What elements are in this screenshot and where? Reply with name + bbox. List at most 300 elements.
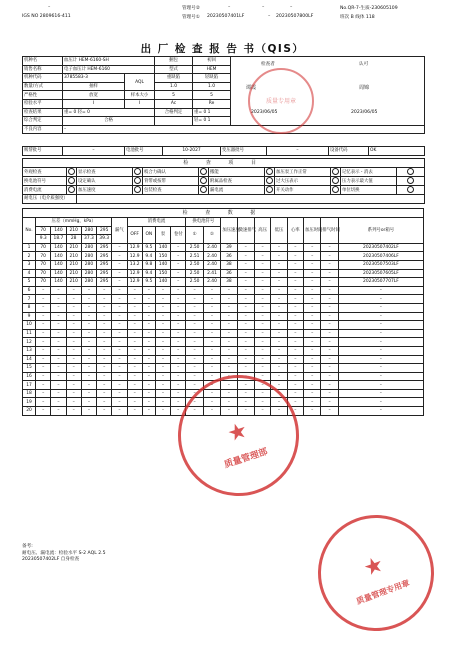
- empty-cell: –: [127, 364, 142, 373]
- head-current-sub: 卷付: [171, 226, 186, 243]
- empty-cell: –: [155, 381, 170, 390]
- head-low: 低压: [271, 218, 287, 244]
- empty-cell: –: [155, 295, 170, 304]
- circle-icon: [407, 177, 414, 184]
- empty-cell: –: [186, 355, 203, 364]
- check-item-circle: [331, 186, 341, 195]
- stamp-dept-text: 质量管理部: [223, 447, 270, 471]
- empty-cell: –: [271, 407, 287, 416]
- empty-cell: –: [186, 329, 203, 338]
- empty-cell: –: [142, 329, 155, 338]
- label-sample-size: 样本大小: [125, 91, 155, 100]
- label-level: 检验水平: [23, 99, 63, 108]
- empty-cell: –: [171, 346, 186, 355]
- empty-cell: –: [303, 312, 320, 321]
- check-item-circle: [199, 168, 209, 177]
- label-lot: 贩帮批号: [23, 147, 63, 156]
- empty-cell: –: [271, 381, 287, 390]
- empty-cell: –: [287, 312, 303, 321]
- label-pack: 捆包: [155, 57, 193, 66]
- value-judgement-minor: 轻= 0 1: [193, 117, 231, 126]
- empty-cell: –: [287, 372, 303, 381]
- data-cell: –: [254, 243, 270, 252]
- data-cell: 36: [221, 269, 237, 278]
- check-item-circle: [67, 186, 77, 195]
- empty-cell: –: [66, 398, 81, 407]
- head-current: 消费电流: [127, 218, 186, 227]
- data-cell: –: [171, 260, 186, 269]
- check-item-label: 设定确认: [77, 177, 133, 186]
- data-cell: –: [321, 243, 338, 252]
- table-row: [23, 278, 424, 287]
- data-cell: 2.40: [203, 278, 220, 287]
- data-cell: 140: [51, 243, 66, 252]
- label-re: Re: [193, 99, 231, 108]
- empty-cell: –: [254, 389, 270, 398]
- table-cell: [77, 195, 425, 204]
- empty-cell: –: [36, 338, 51, 347]
- empty-cell: –: [81, 364, 96, 373]
- empty-cell: –: [271, 295, 287, 304]
- head-pressure-value: 70: [36, 226, 51, 235]
- data-cell: 295: [97, 243, 112, 252]
- empty-cell: –: [303, 355, 320, 364]
- empty-cell: –: [171, 389, 186, 398]
- data-cell: 2.40: [203, 252, 220, 261]
- empty-cell: –: [303, 329, 320, 338]
- head-exhaust-time: 排气时间: [321, 218, 338, 244]
- label-overall: 综合判定: [23, 117, 63, 126]
- empty-cell: –: [51, 321, 66, 330]
- approver-label: 认可: [359, 62, 369, 67]
- value-battery-lot: 10-2027: [163, 147, 221, 156]
- data-cell: –: [171, 252, 186, 261]
- data-cell: –: [112, 252, 127, 261]
- empty-cell: –: [142, 398, 155, 407]
- empty-cell: –: [155, 364, 170, 373]
- empty-cell: –: [171, 364, 186, 373]
- data-cell: –: [254, 260, 270, 269]
- row-number: 15: [23, 364, 36, 373]
- info-table: [22, 56, 425, 134]
- empty-cell: –: [66, 364, 81, 373]
- data-cell: –: [321, 278, 338, 287]
- empty-cell: –: [155, 346, 170, 355]
- data-cell: 9.8: [142, 260, 155, 269]
- data-cell: 140: [155, 243, 170, 252]
- empty-cell: –: [287, 398, 303, 407]
- empty-cell: –: [271, 389, 287, 398]
- empty-cell: –: [321, 295, 338, 304]
- empty-cell: –: [221, 303, 237, 312]
- head-pressure-value: 140: [51, 226, 66, 235]
- empty-cell: –: [338, 329, 423, 338]
- data-cell: 70: [36, 260, 51, 269]
- empty-cell: –: [66, 312, 81, 321]
- empty-cell: –: [287, 389, 303, 398]
- empty-cell: –: [51, 364, 66, 373]
- circle-icon: [134, 177, 141, 184]
- data-cell: 140: [51, 260, 66, 269]
- data-cell: 20230507605LF: [338, 269, 423, 278]
- check-item-circle: [133, 168, 143, 177]
- stamp-star-icon: ★: [224, 417, 251, 448]
- empty-cell: –: [51, 329, 66, 338]
- empty-cell: –: [97, 407, 112, 416]
- empty-cell: –: [112, 364, 127, 373]
- label-code: 机种代码: [23, 74, 63, 83]
- data-cell: –: [271, 252, 287, 261]
- empty-cell: –: [81, 295, 96, 304]
- data-cell: 70: [36, 278, 51, 287]
- data-cell: 140: [155, 260, 170, 269]
- head-battery: 换电池符号: [186, 218, 221, 227]
- empty-cell: –: [321, 381, 338, 390]
- data-cell: 39: [221, 243, 237, 252]
- empty-cell: –: [97, 329, 112, 338]
- circle-icon: [407, 168, 414, 175]
- check-item-label: 过大压表示: [275, 177, 331, 186]
- row-number: 3: [23, 260, 36, 269]
- value-defect: –: [63, 125, 425, 134]
- empty-cell: –: [338, 312, 423, 321]
- data-cell: 280: [81, 260, 96, 269]
- empty-cell: –: [112, 338, 127, 347]
- empty-cell: –: [36, 303, 51, 312]
- check-item-circle: [133, 186, 143, 195]
- check-item-label: 附属品检查: [209, 177, 265, 186]
- stamp-special-text: 质量管理专用章: [355, 578, 411, 607]
- empty-cell: –: [271, 312, 287, 321]
- empty-cell: –: [271, 329, 287, 338]
- empty-cell: –: [142, 303, 155, 312]
- doc-number: No.QR-7-生质-230605109: [340, 6, 398, 11]
- empty-cell: –: [203, 295, 220, 304]
- table-cell: [23, 159, 425, 168]
- row-number: 13: [23, 346, 36, 355]
- row-number: 6: [23, 286, 36, 295]
- empty-cell: –: [254, 372, 270, 381]
- table-cell: [23, 195, 425, 204]
- circle-icon: [266, 177, 273, 184]
- empty-cell: –: [186, 381, 203, 390]
- value-overall: 合格: [63, 117, 155, 126]
- empty-cell: –: [155, 398, 170, 407]
- approver-name: 周锦: [359, 85, 370, 91]
- circle-icon: [266, 186, 273, 193]
- data-cell: 140: [51, 278, 66, 287]
- value-code: 3785583-3: [63, 74, 125, 83]
- table-cell: [23, 125, 425, 134]
- label-sales-name: 销售名称: [23, 65, 63, 74]
- page-title: 出 厂 检 查 报 告 书（QIS）: [140, 43, 305, 55]
- empty-cell: –: [203, 364, 220, 373]
- empty-cell: –: [203, 398, 220, 407]
- empty-cell: –: [221, 407, 237, 416]
- empty-cell: –: [112, 372, 127, 381]
- empty-cell: –: [142, 346, 155, 355]
- empty-cell: –: [97, 398, 112, 407]
- empty-cell: –: [254, 295, 270, 304]
- empty-cell: –: [36, 355, 51, 364]
- batch-table: [22, 146, 425, 156]
- data-cell: 38: [221, 278, 237, 287]
- empty-cell: –: [221, 346, 237, 355]
- check-item-circle: [331, 177, 341, 186]
- data-cell: 2.50: [186, 243, 203, 252]
- empty-cell: –: [303, 372, 320, 381]
- aql-label: AQL: [125, 74, 155, 91]
- empty-cell: –: [271, 338, 287, 347]
- empty-cell: –: [127, 407, 142, 416]
- empty-cell: –: [303, 338, 320, 347]
- empty-cell: –: [112, 312, 127, 321]
- data-cell: 210: [66, 252, 81, 261]
- check-item-label: 搬能: [209, 168, 265, 177]
- head-pressure-kpa: 9.3: [36, 235, 51, 244]
- empty-cell: –: [338, 303, 423, 312]
- data-cell: 280: [81, 243, 96, 252]
- empty-cell: –: [155, 321, 170, 330]
- empty-cell: –: [287, 321, 303, 330]
- row-number: 19: [23, 398, 36, 407]
- empty-cell: –: [142, 286, 155, 295]
- empty-cell: –: [66, 407, 81, 416]
- head-current-sub: 泵: [155, 226, 170, 243]
- table-row: [23, 303, 424, 312]
- empty-cell: –: [221, 389, 237, 398]
- data-cell: 9.4: [142, 269, 155, 278]
- data-cell: 150: [155, 252, 170, 261]
- empty-cell: –: [36, 381, 51, 390]
- empty-cell: –: [127, 389, 142, 398]
- empty-cell: –: [51, 407, 66, 416]
- empty-cell: –: [203, 355, 220, 364]
- data-cell: –: [271, 260, 287, 269]
- circle-icon: [134, 168, 141, 175]
- empty-cell: –: [36, 372, 51, 381]
- check-item-label: 外观检查: [23, 168, 67, 177]
- data-cell: 70: [36, 269, 51, 278]
- empty-cell: –: [171, 312, 186, 321]
- check-item-label: 加压速度: [77, 186, 133, 195]
- empty-cell: –: [142, 389, 155, 398]
- data-cell: –: [237, 269, 254, 278]
- empty-cell: –: [221, 355, 237, 364]
- empty-cell: –: [338, 295, 423, 304]
- empty-cell: –: [186, 346, 203, 355]
- empty-cell: –: [221, 286, 237, 295]
- empty-cell: –: [271, 303, 287, 312]
- head-slow-exhaust: 微速排气: [237, 218, 254, 244]
- table-cell: [23, 186, 425, 195]
- head-pressure: 压差（mmHg，kPa）: [36, 218, 112, 227]
- empty-cell: –: [97, 338, 112, 347]
- check-item-circle: [67, 177, 77, 186]
- empty-cell: –: [321, 389, 338, 398]
- empty-cell: –: [81, 338, 96, 347]
- data-cell: –: [237, 278, 254, 287]
- data-cell: 210: [66, 243, 81, 252]
- empty-cell: –: [127, 338, 142, 347]
- empty-cell: –: [338, 364, 423, 373]
- empty-cell: –: [303, 389, 320, 398]
- empty-cell: –: [186, 364, 203, 373]
- check-item-circle: [199, 186, 209, 195]
- items-section-title: 检 查 项 目: [23, 159, 425, 168]
- empty-cell: –: [127, 295, 142, 304]
- empty-cell: –: [186, 295, 203, 304]
- empty-cell: –: [171, 372, 186, 381]
- empty-cell: –: [142, 321, 155, 330]
- empty-cell: –: [338, 398, 423, 407]
- empty-cell: –: [237, 407, 254, 416]
- empty-cell: –: [221, 312, 237, 321]
- empty-cell: –: [254, 321, 270, 330]
- row-number: 18: [23, 389, 36, 398]
- data-cell: 280: [81, 252, 96, 261]
- empty-cell: –: [112, 381, 127, 390]
- empty-cell: –: [303, 398, 320, 407]
- check-item-label: 背带或按带: [143, 177, 199, 186]
- table-row: [23, 355, 424, 364]
- data-cell: –: [171, 243, 186, 252]
- empty-cell: –: [203, 321, 220, 330]
- empty-cell: –: [303, 381, 320, 390]
- empty-cell: –: [338, 381, 423, 390]
- check-item-label: 压力表示最大值: [341, 177, 397, 186]
- empty-cell: –: [155, 355, 170, 364]
- data-cell: 280: [81, 278, 96, 287]
- label-minor: 轻缺陷: [193, 74, 231, 83]
- empty-cell: –: [287, 346, 303, 355]
- empty-cell: –: [338, 389, 423, 398]
- empty-cell: –: [203, 338, 220, 347]
- empty-cell: –: [287, 355, 303, 364]
- empty-cell: –: [97, 303, 112, 312]
- empty-cell: –: [66, 381, 81, 390]
- empty-cell: –: [155, 303, 170, 312]
- empty-cell: –: [51, 295, 66, 304]
- empty-cell: –: [81, 389, 96, 398]
- row-number: 11: [23, 329, 36, 338]
- circle-icon: [266, 168, 273, 175]
- data-cell: 9.4: [142, 252, 155, 261]
- empty-cell: –: [321, 407, 338, 416]
- data-cell: 210: [66, 269, 81, 278]
- value-level-1: I: [63, 99, 125, 108]
- label-quantity: 数量/方式: [23, 82, 63, 91]
- value-result: 重= 0 轻= 0: [63, 108, 155, 117]
- head-no: No.: [23, 218, 36, 244]
- empty-cell: –: [81, 312, 96, 321]
- empty-cell: –: [81, 286, 96, 295]
- empty-cell: –: [66, 295, 81, 304]
- empty-cell: –: [186, 398, 203, 407]
- row-number: 20: [23, 407, 36, 416]
- empty-cell: –: [287, 407, 303, 416]
- data-cell: 295: [97, 260, 112, 269]
- empty-cell: –: [237, 364, 254, 373]
- mgmt1-value2: 20230507800LF: [276, 14, 314, 19]
- empty-cell: –: [155, 389, 170, 398]
- value-equipment: OK: [369, 147, 425, 156]
- value-aql-minor: 1.0: [193, 82, 231, 91]
- empty-cell: –: [287, 364, 303, 373]
- head-high: 高压: [254, 218, 270, 244]
- label-transformer-lot: 变压器批号: [221, 147, 267, 156]
- inspector-name: 谭霞: [246, 85, 257, 91]
- table-cell: [23, 177, 425, 186]
- empty-cell: –: [321, 398, 338, 407]
- empty-cell: –: [142, 295, 155, 304]
- data-cell: –: [171, 269, 186, 278]
- data-cell: –: [287, 269, 303, 278]
- empty-cell: –: [36, 329, 51, 338]
- empty-cell: –: [66, 303, 81, 312]
- value-sales-name: 电子血压计 HEM-6160: [63, 65, 155, 74]
- table-row: [23, 338, 424, 347]
- circle-icon: [200, 186, 207, 193]
- empty-cell: –: [51, 303, 66, 312]
- empty-cell: –: [338, 346, 423, 355]
- empty-cell: –: [203, 346, 220, 355]
- data-cell: –: [303, 269, 320, 278]
- data-cell: –: [321, 260, 338, 269]
- data-cell: –: [321, 269, 338, 278]
- row-number: 12: [23, 338, 36, 347]
- empty-cell: –: [66, 372, 81, 381]
- info-row-1: [23, 57, 425, 66]
- empty-cell: –: [127, 321, 142, 330]
- empty-cell: –: [237, 329, 254, 338]
- data-cell: –: [303, 278, 320, 287]
- check-item-label: 消费电流: [23, 186, 67, 195]
- empty-cell: –: [321, 338, 338, 347]
- empty-cell: –: [36, 295, 51, 304]
- empty-cell: –: [254, 338, 270, 347]
- empty-cell: –: [51, 286, 66, 295]
- data-cell: 295: [97, 269, 112, 278]
- empty-cell: –: [303, 303, 320, 312]
- data-cell: –: [303, 252, 320, 261]
- empty-cell: –: [254, 364, 270, 373]
- igs-number: IGS NO 2809616-411: [22, 14, 71, 19]
- head-battery-sub: ②: [203, 226, 220, 243]
- table-row: [23, 346, 424, 355]
- data-cell: –: [237, 260, 254, 269]
- empty-cell: –: [321, 303, 338, 312]
- empty-cell: –: [221, 321, 237, 330]
- empty-cell: –: [112, 329, 127, 338]
- empty-cell: –: [66, 338, 81, 347]
- data-cell: 20230507503LF: [338, 260, 423, 269]
- empty-cell: –: [321, 286, 338, 295]
- value-sample-minor: 5: [193, 91, 231, 100]
- empty-cell: –: [142, 355, 155, 364]
- check-item-label: 单位切换: [341, 186, 397, 195]
- empty-cell: –: [237, 381, 254, 390]
- data-cell: 12.9: [127, 278, 142, 287]
- head-current-sub: OFF: [127, 226, 142, 243]
- row-number: 14: [23, 355, 36, 364]
- data-cell: 2.41: [203, 269, 220, 278]
- empty-cell: –: [303, 346, 320, 355]
- empty-cell: –: [112, 346, 127, 355]
- empty-cell: –: [287, 303, 303, 312]
- value-transformer-lot: –: [267, 147, 329, 156]
- check-item-circle: [265, 177, 275, 186]
